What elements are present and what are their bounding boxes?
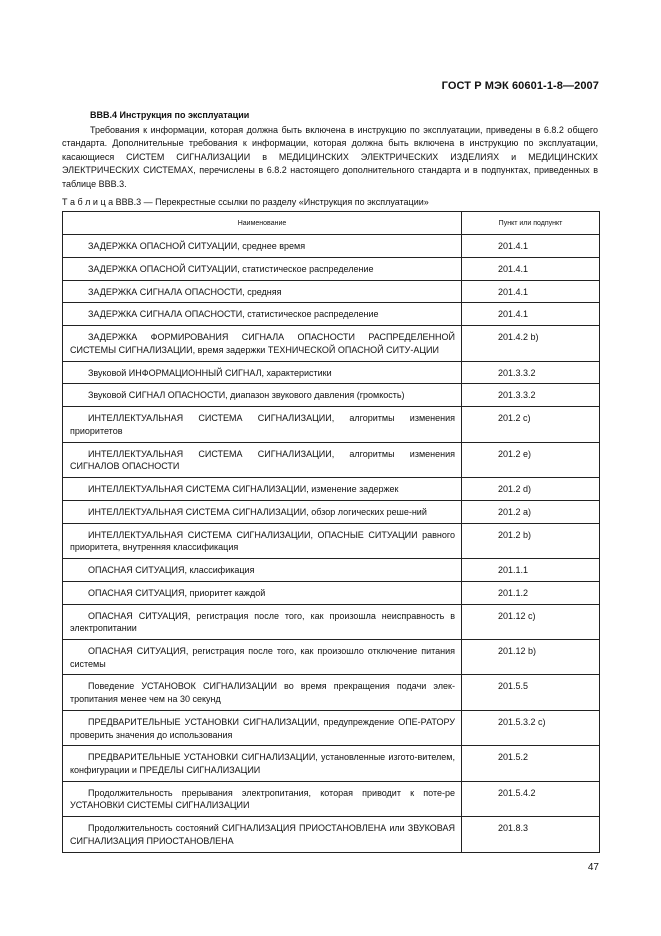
table-row bbox=[63, 235, 600, 258]
table-row bbox=[63, 710, 600, 745]
table-row bbox=[63, 781, 600, 816]
row-name: Звуковой СИГНАЛ ОПАСНОСТИ, диапазон звукового давления (громкость) bbox=[88, 390, 405, 401]
row-name: ЗАДЕРЖКА СИГНАЛА ОПАСНОСТИ, средняя bbox=[88, 286, 282, 297]
row-name-cell bbox=[63, 675, 462, 710]
row-name-cell bbox=[63, 384, 462, 407]
row-name-cell bbox=[63, 257, 462, 280]
row-name: ИНТЕЛЛЕКТУАЛЬНАЯ СИСТЕМА СИГНАЛИЗАЦИИ, ОПАСНЫЕ СИТУАЦИИ равного приоритета, внутренняя классификация bbox=[70, 529, 455, 553]
row-ref: 201.5.2 bbox=[462, 746, 600, 781]
row-name-cell bbox=[63, 746, 462, 781]
row-ref: 201.4.1 bbox=[462, 303, 600, 326]
row-name-cell bbox=[63, 500, 462, 523]
row-name: ИНТЕЛЛЕКТУАЛЬНАЯ СИСТЕМА СИГНАЛИЗАЦИИ, алгоритмы изменения приоритетов bbox=[70, 413, 455, 436]
row-name-cell bbox=[63, 478, 462, 501]
row-ref: 201.4.1 bbox=[462, 257, 600, 280]
row-name: ЗАДЕРЖКА ОПАСНОЙ СИТУАЦИИ, статистическое распределение bbox=[88, 263, 374, 274]
row-name: ОПАСНАЯ СИТУАЦИЯ, регистрация после того, как произошла неисправность в электропитании bbox=[70, 610, 455, 634]
row-name-cell bbox=[63, 361, 462, 384]
table-row bbox=[63, 326, 600, 361]
table-row bbox=[63, 675, 600, 710]
row-name-cell bbox=[63, 235, 462, 258]
row-name-cell bbox=[63, 781, 462, 816]
table-row bbox=[63, 523, 600, 558]
table-row bbox=[63, 581, 600, 604]
row-name-cell bbox=[63, 559, 462, 582]
row-name: ЗАДЕРЖКА СИГНАЛА ОПАСНОСТИ, статистическое распределение bbox=[88, 309, 379, 320]
document-header: ГОСТ Р МЭК 60601-1-8—2007 bbox=[441, 80, 599, 92]
row-name-cell bbox=[63, 442, 462, 477]
row-name: ЗАДЕРЖКА ОПАСНОЙ СИТУАЦИИ, среднее время bbox=[88, 241, 306, 251]
page-number: 47 bbox=[587, 862, 599, 873]
row-ref: 201.4.1 bbox=[462, 235, 600, 258]
table-row bbox=[63, 559, 600, 582]
row-ref: 201.2 c) bbox=[462, 407, 600, 442]
row-name: Продолжительность прерывания электропитания, которая приводит к поте-ре УСТАНОВКИ СИСТЕМЫ СИГНАЛИЗАЦИИ bbox=[70, 787, 455, 811]
row-name: ОПАСНАЯ СИТУАЦИЯ, классификация bbox=[88, 565, 255, 575]
row-ref: 201.12 b) bbox=[462, 640, 600, 675]
row-ref: 201.4.1 bbox=[462, 280, 600, 303]
row-name-cell bbox=[63, 280, 462, 303]
row-name: Звуковой ИНФОРМАЦИОННЫЙ СИГНАЛ, характеристики bbox=[88, 367, 332, 378]
row-ref: 201.4.2 b) bbox=[462, 326, 600, 361]
table-header-row bbox=[63, 212, 600, 235]
row-ref: 201.5.3.2 c) bbox=[462, 710, 600, 745]
table-row bbox=[63, 384, 600, 407]
row-name: ИНТЕЛЛЕКТУАЛЬНАЯ СИСТЕМА СИГНАЛИЗАЦИИ, изменение задержек bbox=[88, 484, 399, 494]
header-name: Наименование bbox=[63, 212, 462, 235]
table-row bbox=[63, 407, 600, 442]
table-row bbox=[63, 640, 600, 675]
row-name: Продолжительность состояний СИГНАЛИЗАЦИЯ ПРИОСТАНОВЛЕНА или ЗВУКОВАЯ СИГНАЛИЗАЦИЯ ПРИОСТАНОВЛЕНА bbox=[70, 823, 455, 846]
row-name-cell bbox=[63, 710, 462, 745]
row-name-cell bbox=[63, 303, 462, 326]
row-name: ОПАСНАЯ СИТУАЦИЯ, приоритет каждой bbox=[88, 587, 266, 598]
row-name-cell bbox=[63, 604, 462, 639]
row-name: ИНТЕЛЛЕКТУАЛЬНАЯ СИСТЕМА СИГНАЛИЗАЦИИ, алгоритмы изменения СИГНАЛОВ ОПАСНОСТИ bbox=[70, 448, 455, 472]
row-ref: 201.2 d) bbox=[462, 478, 600, 501]
row-name-cell bbox=[63, 523, 462, 558]
table-row bbox=[63, 746, 600, 781]
cross-reference-table bbox=[62, 211, 600, 853]
row-name-cell bbox=[63, 407, 462, 442]
row-ref: 201.3.3.2 bbox=[462, 384, 600, 407]
row-name: ОПАСНАЯ СИТУАЦИЯ, регистрация после того, как произошло отключение питания системы bbox=[70, 646, 455, 669]
header-ref: Пункт или подпункт bbox=[462, 212, 600, 235]
row-ref: 201.2 e) bbox=[462, 442, 600, 477]
table-row bbox=[63, 280, 600, 303]
table-row bbox=[63, 817, 600, 853]
row-name: Поведение УСТАНОВОК СИГНАЛИЗАЦИИ во время прекращения подачи элек-тропитания менее чем на 30 секунд bbox=[70, 681, 455, 705]
table-caption: Т а б л и ц а ВВВ.3 — Перекрестные ссылки по разделу «Инструкция по эксплуатации» bbox=[62, 197, 429, 207]
table-row bbox=[63, 604, 600, 639]
table-row bbox=[63, 303, 600, 326]
table-row bbox=[63, 257, 600, 280]
row-ref: 201.2 b) bbox=[462, 523, 600, 558]
row-ref: 201.1.2 bbox=[462, 581, 600, 604]
row-ref: 201.5.5 bbox=[462, 675, 600, 710]
row-name: ИНТЕЛЛЕКТУАЛЬНАЯ СИСТЕМА СИГНАЛИЗАЦИИ, обзор логических реше-ний bbox=[88, 506, 427, 517]
row-name: ПРЕДВАРИТЕЛЬНЫЕ УСТАНОВКИ СИГНАЛИЗАЦИИ, предупреждение ОПЕ-РАТОРУ проверить значения до использования bbox=[70, 716, 455, 740]
row-ref: 201.1.1 bbox=[462, 559, 600, 582]
row-name-cell bbox=[63, 817, 462, 853]
row-name: ЗАДЕРЖКА ФОРМИРОВАНИЯ СИГНАЛА ОПАСНОСТИ РАСПРЕДЕЛЕННОЙ СИСТЕМЫ СИГНАЛИЗАЦИИ, время задержки ТЕХНИЧЕСКОЙ ОПАСНОЙ СИТУ-АЦИИ bbox=[70, 332, 455, 355]
row-ref: 201.3.3.2 bbox=[462, 361, 600, 384]
row-name: ПРЕДВАРИТЕЛЬНЫЕ УСТАНОВКИ СИГНАЛИЗАЦИИ, установленные изгото-вителем, конфигурации и ПРЕДЕЛЫ СИГНАЛИЗАЦИИ bbox=[70, 752, 455, 775]
section-title: ВВВ.4 Инструкция по эксплуатации bbox=[90, 110, 250, 120]
section-paragraph: Требования к информации, которая должна быть включена в инструкцию по эксплуатации, приведены в 6.8.2 общего стандарта. Дополнительные требования к информации, которая должна быть включена в инструкцию по эксплуатации, касающиеся СИСТЕМ СИГНАЛИЗАЦИИ в МЕДИЦИНСКИХ ЭЛЕКТРИЧЕСКИХ ИЗДЕЛИЯХ и МЕДИЦИНСКИХ ЭЛЕКТРИЧЕСКИХ СИСТЕМАХ, перечислены в 6.8.2 настоящего дополнительного стандарта и в подпунктах, приведенных в таблице ВВВ.3. bbox=[62, 125, 598, 189]
row-ref: 201.5.4.2 bbox=[462, 781, 600, 816]
table-body bbox=[63, 235, 600, 853]
row-ref: 201.2 a) bbox=[462, 500, 600, 523]
row-ref: 201.8.3 bbox=[462, 817, 600, 853]
row-ref: 201.12 c) bbox=[462, 604, 600, 639]
table-row bbox=[63, 442, 600, 477]
table-row bbox=[63, 361, 600, 384]
table-row bbox=[63, 478, 600, 501]
row-name-cell bbox=[63, 640, 462, 675]
row-name-cell bbox=[63, 581, 462, 604]
row-name-cell bbox=[63, 326, 462, 361]
table-row bbox=[63, 500, 600, 523]
